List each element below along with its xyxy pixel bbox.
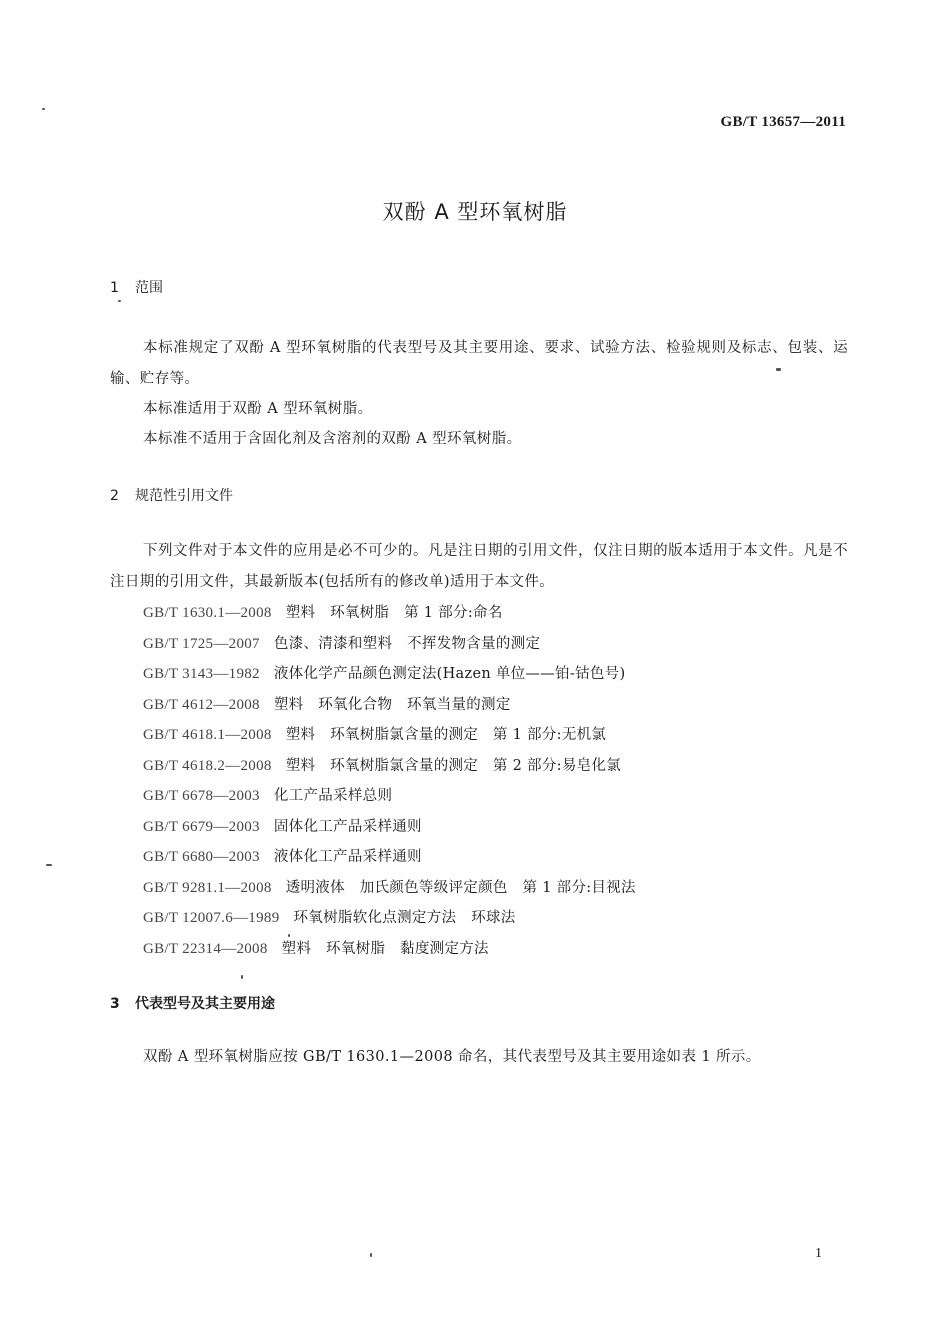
reference-list [143, 598, 636, 964]
reference-code: GB/T 6678—2003 [143, 788, 260, 804]
reference-title: 塑料 环氧树脂氯含量的测定 第 1 部分:无机氯 [285, 727, 607, 743]
reference-title: 色漆、清漆和塑料 不挥发物含量的测定 [273, 635, 541, 652]
reference-item [143, 781, 636, 812]
section-1-paragraph-3: 本标准不适用于含固化剂及含溶剂的双酚 A 型环氧树脂。 [143, 431, 522, 447]
section-2-title: 规范性引用文件 [135, 488, 233, 504]
reference-code: GB/T 1725—2007 [143, 635, 260, 652]
reference-item [143, 690, 636, 721]
reference-title: 塑料 环氧化合物 环氧当量的测定 [273, 696, 511, 713]
reference-title: 塑料 环氧树脂氯含量的测定 第 2 部分:易皂化氯 [285, 757, 622, 774]
section-1-title: 范围 [135, 280, 163, 296]
reference-title: 固体化工产品采样通则 [273, 818, 422, 835]
reference-code: GB/T 1630.1—2008 [143, 605, 272, 621]
section-2-intro: 下列文件对于本文件的应用是必不可少的。凡是注日期的引用文件，仅注日期的版本适用于本文件。凡是不注日期的引用文件，其最新版本(包括所有的修改单)适用于本文件。 [110, 543, 848, 590]
reference-title: 环氧树脂软化点测定方法 环球法 [293, 910, 516, 926]
reference-code: GB/T 22314—2008 [143, 940, 268, 957]
reference-title: 液体化工产品采样通则 [273, 849, 422, 865]
document-title: 双酚 A 型环氧树脂 [382, 200, 568, 224]
section-3-paragraph: 双酚 A 型环氧树脂应按 GB/T 1630.1—2008 命名，其代表型号及其主要用途如表 1 所示。 [143, 1049, 761, 1065]
reference-code: GB/T 4612—2008 [143, 696, 260, 713]
reference-code: GB/T 6680—2003 [143, 849, 260, 865]
reference-title: 化工产品采样总则 [273, 788, 393, 804]
reference-item [143, 903, 636, 934]
scan-speck [241, 975, 243, 979]
reference-code: GB/T 3143—1982 [143, 666, 260, 682]
reference-item [143, 812, 636, 843]
scan-speck [46, 864, 52, 866]
standard-code: GB/T 13657—2011 [720, 114, 846, 130]
reference-item [143, 751, 636, 782]
section-3-number: 3 [110, 996, 120, 1012]
scan-speck [42, 108, 45, 110]
reference-item [143, 720, 636, 751]
reference-code: GB/T 6679—2003 [143, 818, 260, 835]
section-1-paragraph-1: 本标准规定了双酚 A 型环氧树脂的代表型号及其主要用途、要求、试验方法、检验规则及标志、包装、运输、贮存等。 [110, 340, 848, 387]
reference-item [143, 598, 636, 629]
section-1-paragraph-2: 本标准适用于双酚 A 型环氧树脂。 [143, 401, 373, 417]
section-3-heading [110, 993, 275, 1013]
page-number: 1 [815, 1246, 822, 1261]
reference-code: GB/T 9281.1—2008 [143, 879, 272, 896]
reference-item [143, 629, 636, 660]
reference-title: 塑料 环氧树脂 黏度测定方法 [281, 940, 489, 957]
reference-title: 液体化学产品颜色测定法(Hazen 单位——铂-钴色号) [273, 666, 626, 682]
section-1-heading [110, 277, 163, 297]
scan-speck [776, 368, 781, 371]
section-3-title: 代表型号及其主要用途 [135, 996, 275, 1012]
reference-code: GB/T 12007.6—1989 [143, 910, 280, 926]
reference-title: 透明液体 加氏颜色等级评定颜色 第 1 部分:目视法 [285, 879, 636, 896]
reference-code: GB/T 4618.2—2008 [143, 757, 272, 774]
reference-item [143, 873, 636, 904]
section-2-number: 2 [110, 488, 119, 504]
reference-item [143, 659, 636, 690]
section-2-heading [110, 485, 233, 505]
scan-speck [370, 1253, 372, 1257]
scan-speck [118, 300, 121, 302]
scan-speck [288, 934, 290, 937]
reference-code: GB/T 4618.1—2008 [143, 727, 272, 743]
reference-item [143, 934, 636, 965]
reference-title: 塑料 环氧树脂 第 1 部分:命名 [285, 605, 503, 621]
reference-item [143, 842, 636, 873]
section-1-number: 1 [110, 280, 119, 296]
